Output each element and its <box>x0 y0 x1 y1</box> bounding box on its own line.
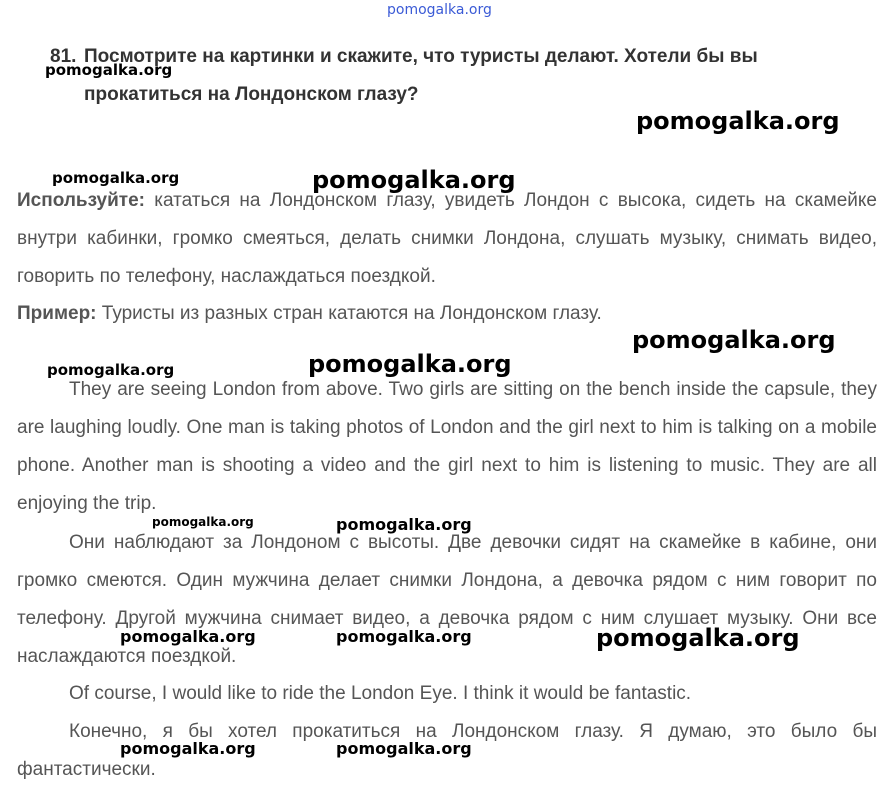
use-paragraph <box>17 182 877 296</box>
watermark: pomogalka.org <box>336 515 472 534</box>
title-line-2: прокатиться на Лондонском глазу? <box>84 84 419 105</box>
watermark: pomogalka.org <box>47 361 175 379</box>
watermark: pomogalka.org <box>632 326 836 354</box>
answer-ru-1: Они наблюдают за Лондоном с высоты. Две девочки сидят на скамейке в кабине, они громко смеются. Один мужчина делает снимки Лондона, а девочка рядом с ним говорит по телефону. Другой мужчина снимает видео, а девочка рядом с ним слушает музыку. Они все наслаждаются поездкой. <box>17 532 877 667</box>
watermark: pomogalka.org <box>120 627 256 646</box>
exercise-number: 81. <box>50 46 77 67</box>
watermark-top: pomogalka.org <box>387 2 492 18</box>
exercise-title <box>50 38 880 114</box>
watermark: pomogalka.org <box>120 739 256 758</box>
watermark: pomogalka.org <box>45 61 173 79</box>
watermark: pomogalka.org <box>636 107 840 135</box>
title-line-1: 81. Посмотрите на картинки и скажите, что туристы делают. Хотели бы вы <box>50 38 880 76</box>
example-label: Пример: <box>17 303 97 324</box>
answer-en-2: Of course, I would like to ride the London Eye. I think it would be fantastic. <box>69 683 692 704</box>
watermark: pomogalka.org <box>336 739 472 758</box>
watermark: pomogalka.org <box>312 166 516 194</box>
watermark: pomogalka.org <box>152 515 254 529</box>
watermark: pomogalka.org <box>52 169 180 187</box>
watermark: pomogalka.org <box>596 624 800 652</box>
watermark: pomogalka.org <box>308 350 512 378</box>
answer-en-1: They are seeing London from above. Two girls are sitting on the bench inside the capsule, they are laughing loudly. One man is taking photos of London and the girl next to him is talking on a mobile phone. Another man is shooting a video and the girl next to him is listening to music. They are all enjoying the trip. <box>17 379 877 514</box>
watermark: pomogalka.org <box>336 627 472 646</box>
answer-ru-2: Конечно, я бы хотел прокатиться на Лондонском глазу. Я думаю, это было бы фантастически. <box>17 721 877 780</box>
example-text: Туристы из разных стран катаются на Лондонском глазу. <box>96 303 602 324</box>
use-text: кататься на Лондонском глазу, увидеть Лондон с высока, сидеть на скамейке внутри кабинки, громко смеяться, делать снимки Лондона, слушать музыку, снимать видео, говорить по телефону, наслаждаться поездкой. <box>17 190 877 287</box>
use-label: Используйте: <box>17 190 145 211</box>
